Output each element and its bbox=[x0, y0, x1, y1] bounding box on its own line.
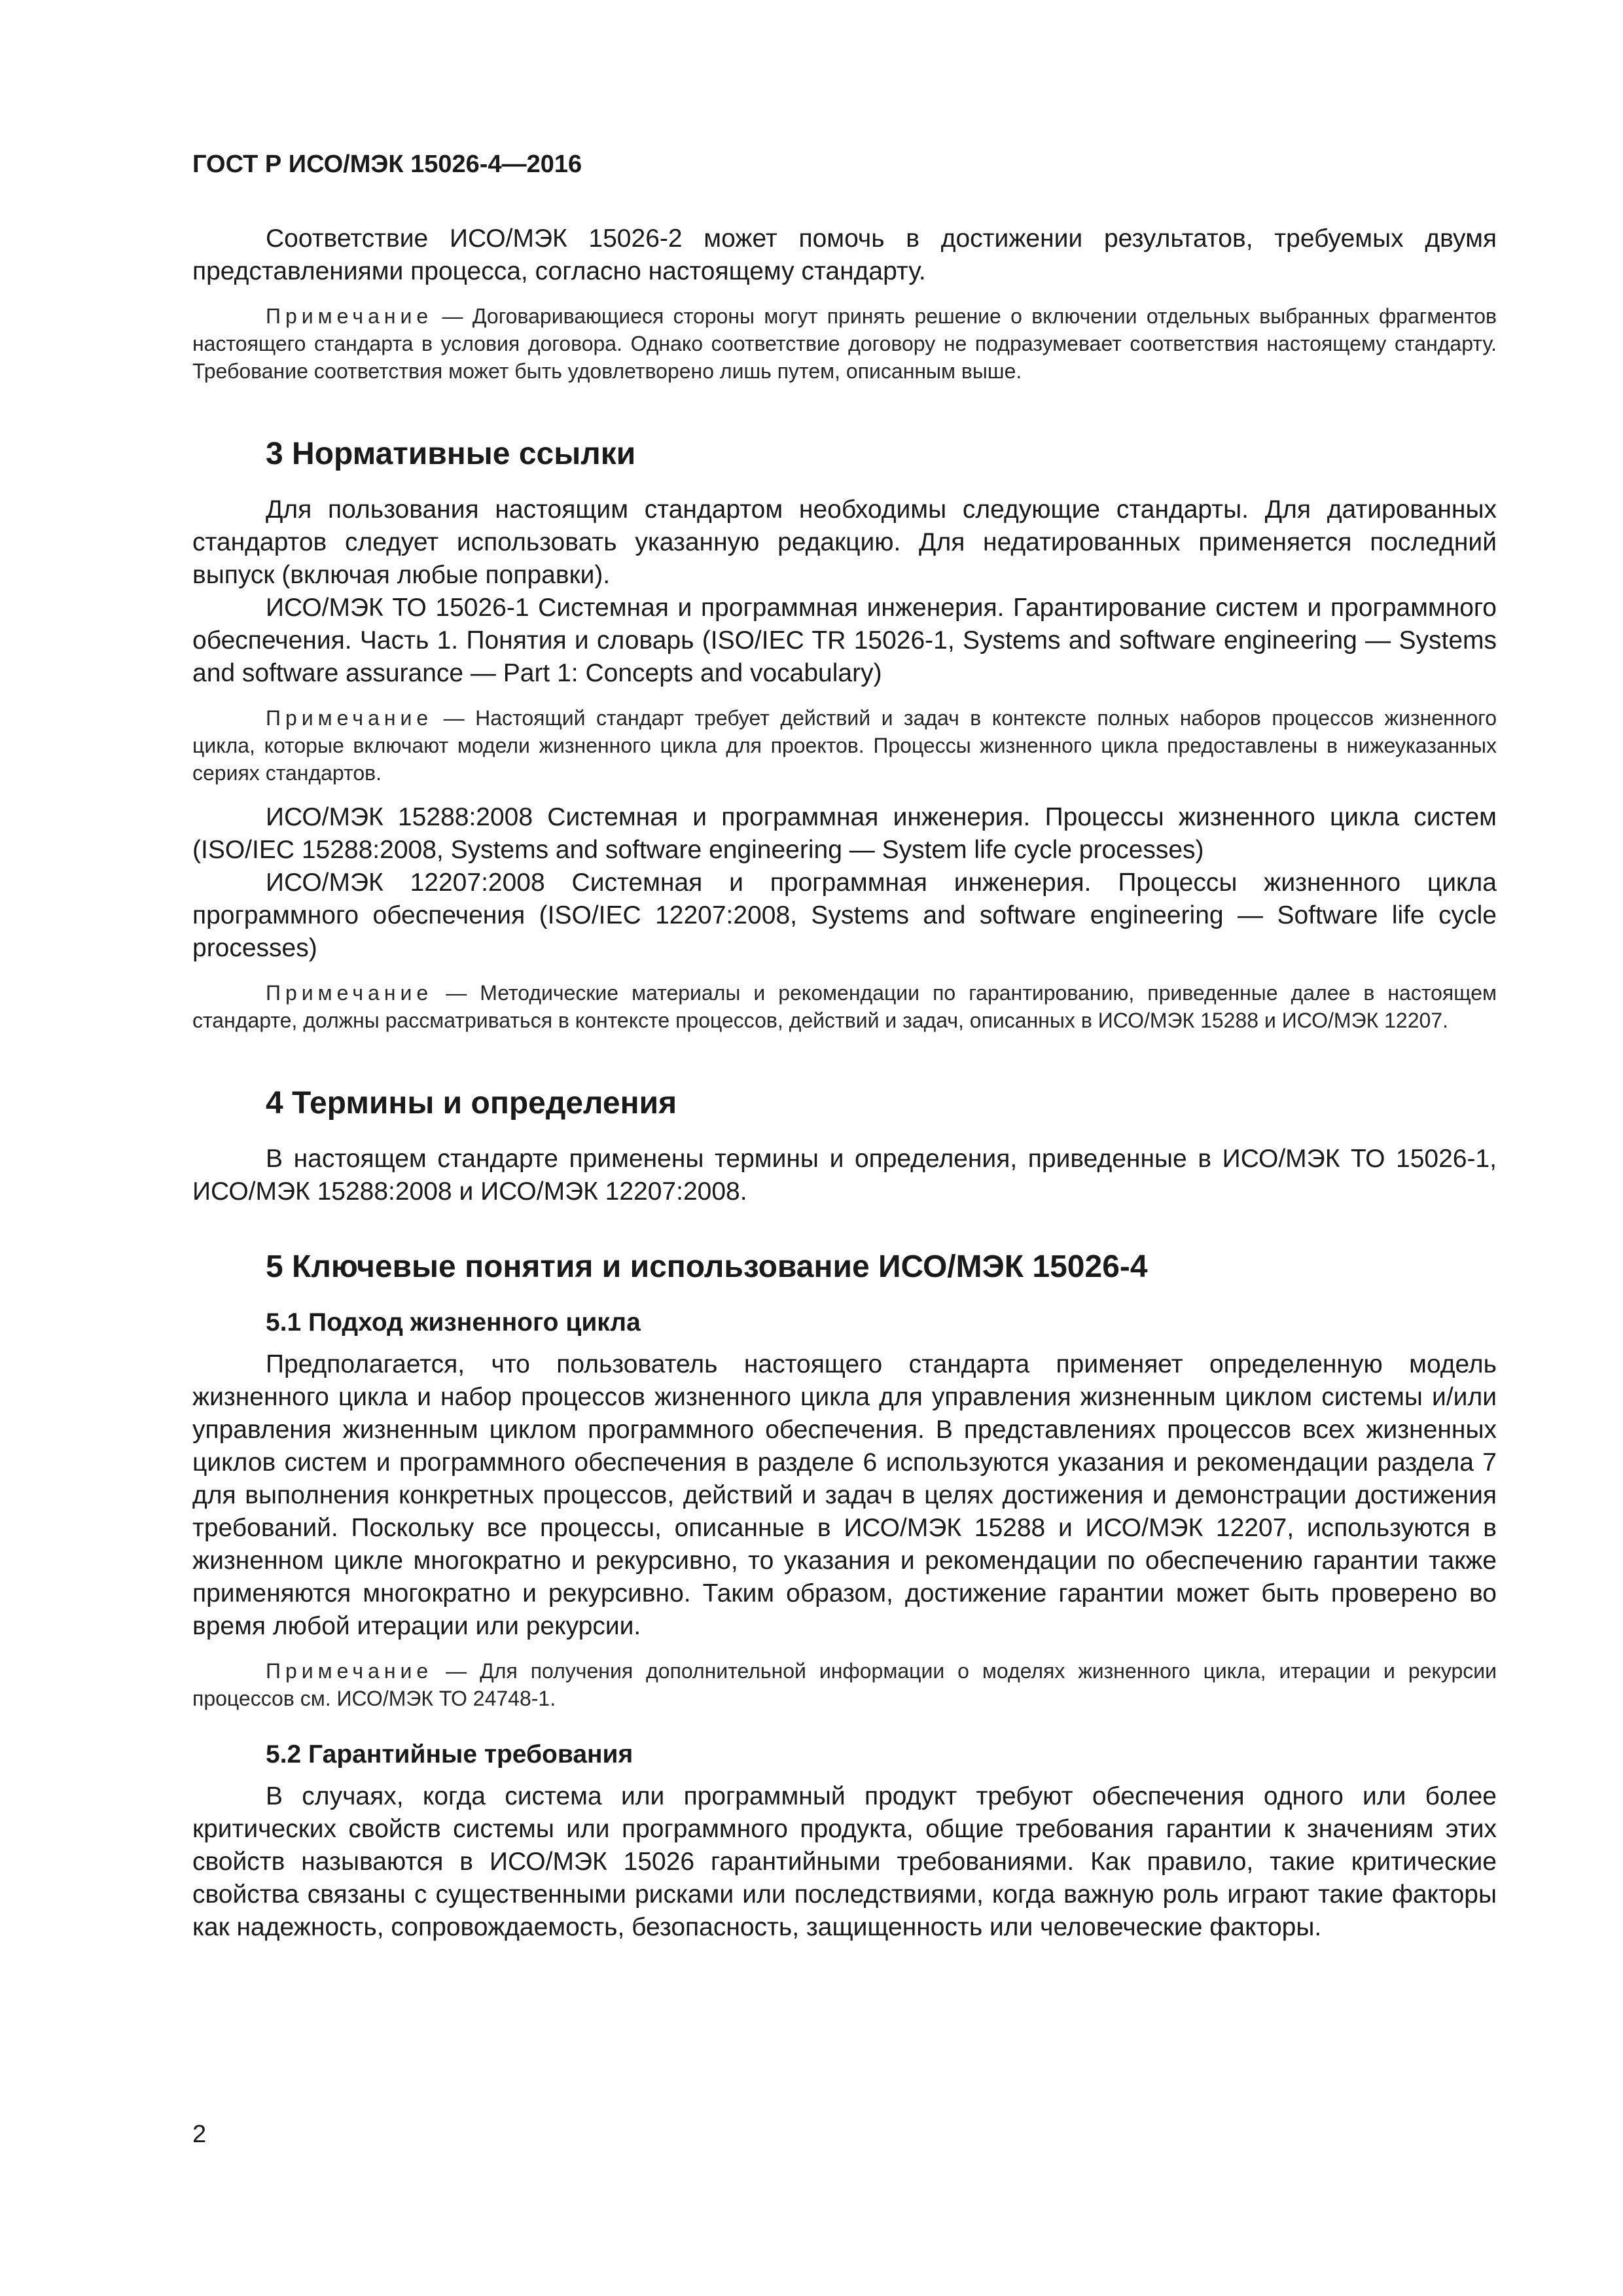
section-4-paragraph: В настоящем стандарте применены термины и определения, приведенные в ИСО/МЭК ТО 15026-1, ИСО/МЭК 15288:2008 и ИСО/МЭК 12207:2008. bbox=[192, 1145, 1497, 1206]
section-3-reference-15288: ИСО/МЭК 15288:2008 Системная и программная инженерия. Процессы жизненного цикла систем (ISO/IEC 15288:2008, Systems and software engineering — System life cycle processes) bbox=[192, 803, 1497, 864]
subsection-5-1-title: 5.1 Подход жизненного цикла bbox=[266, 1308, 641, 1336]
intro-note bbox=[192, 302, 1497, 385]
section-5-title: 5 Ключевые понятия и использование ИСО/МЭК 15026-4 bbox=[266, 1249, 1148, 1284]
note-label: Примечание bbox=[266, 706, 433, 730]
section-3-note-1 bbox=[192, 704, 1497, 787]
note-label: Примечание bbox=[266, 304, 433, 328]
document-code-header: ГОСТ Р ИСО/МЭК 15026-4—2016 bbox=[192, 151, 582, 178]
note-label: Примечание bbox=[266, 981, 433, 1005]
note-text: — Методические материалы и рекомендации по гарантированию, приведенные далее в настоящем стандарте, должны рассматриваться в контексте процессов, действий и задач, описанных в ИСО/МЭК 15288 и ИСО/МЭК 12207. bbox=[192, 981, 1497, 1032]
intro-paragraph: Соответствие ИСО/МЭК 15026-2 может помочь в достижении результатов, требуемых двумя представлениями процесса, согласно настоящему стандарту. bbox=[192, 224, 1497, 285]
section-3-title: 3 Нормативные ссылки bbox=[266, 437, 636, 471]
section-3-note-2 bbox=[192, 979, 1497, 1034]
subsection-5-1-note bbox=[192, 1657, 1497, 1712]
note-text: — Договаривающиеся стороны могут принять решение о включении отдельных выбранных фрагментов настоящего стандарта в условия договора. Однако соответствие договору не подразумевает соответствия настоящему стандарту. Требование соответствия может быть удовлетворено лишь путем, описанным выше. bbox=[192, 304, 1497, 383]
note-text: — Для получения дополнительной информации о моделях жизненного цикла, итерации и рекурсии процессов см. ИСО/МЭК ТО 24748-1. bbox=[192, 1659, 1497, 1710]
section-3-reference-12207: ИСО/МЭК 12207:2008 Системная и программная инженерия. Процессы жизненного цикла программного обеспечения (ISO/IEC 12207:2008, Systems and software engineering — Software life cycle processes) bbox=[192, 869, 1497, 962]
subsection-5-1-paragraph: Предполагается, что пользователь настоящего стандарта применяет определенную модель жизненного цикла и набор процессов жизненного цикла для управления жизненным циклом системы и/или управления жизненным циклом программного обеспечения. В представлениях процессов всех жизненных циклов систем и программного обеспечения в разделе 6 используются указания и рекомендации раздела 7 для выполнения конкретных процессов, действий и задач в целях достижения и демонстрации достижения требований. Поскольку все процессы, описанные в ИСО/МЭК 15288 и ИСО/МЭК 12207, используются в жизненном цикле многократно и рекурсивно, то указания и рекомендации по обеспечению гарантии также применяются многократно и рекурсивно. Таким образом, достижение гарантии может быть проверено во время любой итерации или рекурсии. bbox=[192, 1350, 1497, 1640]
note-text: — Настоящий стандарт требует действий и задач в контексте полных наборов процессов жизненного цикла, которые включают модели жизненного цикла для проектов. Процессы жизненного цикла предоставлены в нижеуказанных сериях стандартов. bbox=[192, 706, 1497, 785]
document-body bbox=[192, 223, 1497, 1944]
section-3-paragraph: Для пользования настоящим стандартом необходимы следующие стандарты. Для датированных стандартов следует использовать указанную редакцию. Для недатированных применяется последний выпуск (включая любые поправки). bbox=[192, 495, 1497, 589]
section-3-reference-15026-1: ИСО/МЭК ТО 15026-1 Системная и программная инженерия. Гарантирование систем и программного обеспечения. Часть 1. Понятия и словарь (ISO/IEC TR 15026-1, Systems and software engineering — Systems and software assurance — Part 1: Concepts and vocabulary) bbox=[192, 594, 1497, 687]
subsection-5-2-title: 5.2 Гарантийные требования bbox=[266, 1740, 633, 1768]
page-number: 2 bbox=[192, 2121, 207, 2148]
section-4-title: 4 Термины и определения bbox=[266, 1086, 677, 1121]
note-label: Примечание bbox=[266, 1659, 433, 1683]
subsection-5-2-paragraph: В случаях, когда система или программный продукт требуют обеспечения одного или более критических свойств системы или программного продукта, общие требования гарантии к значениям этих свойств называются в ИСО/МЭК 15026 гарантийными требованиями. Как правило, такие критические свойства связаны с существенными рисками или последствиями, когда важную роль играют такие факторы как надежность, сопровождаемость, безопасность, защищенность или человеческие факторы. bbox=[192, 1782, 1497, 1941]
